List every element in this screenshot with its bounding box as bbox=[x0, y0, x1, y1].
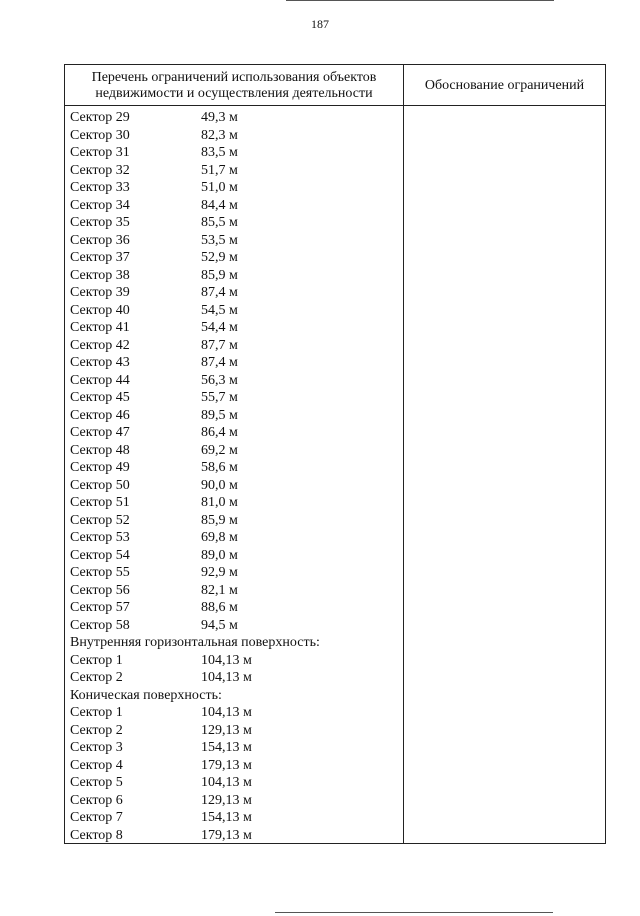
sector-name: Сектор 8 bbox=[70, 827, 123, 843]
table-row bbox=[70, 284, 400, 302]
sector-name: Сектор 4 bbox=[70, 757, 123, 773]
table-row bbox=[70, 302, 400, 320]
table-row bbox=[70, 144, 400, 162]
restrictions-table bbox=[64, 64, 606, 844]
table-row bbox=[70, 599, 400, 617]
sector-value: 88,6 м bbox=[201, 600, 238, 615]
table-row bbox=[70, 582, 400, 600]
section-heading bbox=[70, 634, 400, 652]
top-edge-line bbox=[286, 0, 554, 1]
column-divider bbox=[403, 65, 404, 843]
table-row bbox=[70, 827, 400, 845]
table-row bbox=[70, 197, 400, 215]
sector-name: Сектор 42 bbox=[70, 337, 130, 353]
table-row bbox=[70, 267, 400, 285]
sector-name: Сектор 56 bbox=[70, 582, 130, 598]
sector-value: 92,9 м bbox=[201, 565, 238, 580]
sector-name: Сектор 1 bbox=[70, 652, 123, 668]
table-row bbox=[70, 617, 400, 635]
sector-name: Сектор 3 bbox=[70, 740, 123, 755]
sector-value: 85,9 м bbox=[201, 267, 238, 283]
sector-value: 52,9 м bbox=[201, 250, 238, 265]
sector-value: 82,1 м bbox=[201, 582, 238, 598]
sector-value: 104,13 м bbox=[201, 652, 252, 668]
sector-name: Сектор 6 bbox=[70, 792, 123, 808]
sector-value: 154,13 м bbox=[201, 740, 252, 755]
sector-value: 89,0 м bbox=[201, 547, 238, 563]
table-row bbox=[70, 442, 400, 460]
sector-name: Сектор 54 bbox=[70, 547, 130, 563]
sector-value: 56,3 м bbox=[201, 372, 238, 388]
table-row bbox=[70, 372, 400, 390]
table-row bbox=[70, 722, 400, 740]
sector-name: Сектор 36 bbox=[70, 232, 130, 248]
sector-value: 179,13 м bbox=[201, 757, 252, 773]
sector-value: 85,5 м bbox=[201, 215, 238, 230]
sector-name: Сектор 34 bbox=[70, 197, 130, 213]
sector-name: Сектор 39 bbox=[70, 285, 130, 300]
table-row bbox=[70, 774, 400, 792]
sector-name: Сектор 1 bbox=[70, 705, 123, 720]
table-row bbox=[70, 337, 400, 355]
table-row bbox=[70, 564, 400, 582]
sector-name: Сектор 44 bbox=[70, 372, 130, 388]
sector-value: 51,0 м bbox=[201, 180, 238, 195]
sector-name: Сектор 38 bbox=[70, 267, 130, 283]
table-row bbox=[70, 214, 400, 232]
sector-name: Сектор 33 bbox=[70, 180, 130, 195]
sector-value: 58,6 м bbox=[201, 460, 238, 475]
table-row bbox=[70, 792, 400, 810]
bottom-edge-line bbox=[275, 912, 553, 913]
sector-name: Сектор 5 bbox=[70, 775, 123, 790]
sector-name: Сектор 53 bbox=[70, 530, 130, 545]
sector-value: 87,4 м bbox=[201, 285, 238, 300]
sector-name: Сектор 46 bbox=[70, 407, 130, 423]
section-heading bbox=[70, 687, 400, 705]
table-row bbox=[70, 389, 400, 407]
sector-value: 104,13 м bbox=[201, 670, 252, 685]
sector-name: Сектор 2 bbox=[70, 670, 123, 685]
sector-value: 87,4 м bbox=[201, 355, 238, 370]
sector-name: Сектор 41 bbox=[70, 320, 130, 335]
table-row bbox=[70, 424, 400, 442]
sector-value: 55,7 м bbox=[201, 390, 238, 405]
sector-name: Сектор 49 bbox=[70, 460, 130, 475]
sector-name: Сектор 2 bbox=[70, 722, 123, 738]
section-heading-text: Внутренняя горизонтальная поверхность: bbox=[70, 635, 320, 650]
table-row bbox=[70, 652, 400, 670]
sector-value: 87,7 м bbox=[201, 337, 238, 353]
table-row bbox=[70, 512, 400, 530]
table-row bbox=[70, 354, 400, 372]
table-row bbox=[70, 249, 400, 267]
table-row bbox=[70, 529, 400, 547]
page-number: 187 bbox=[311, 17, 329, 31]
sector-value: 82,3 м bbox=[201, 127, 238, 143]
section-heading-text: Коническая поверхность: bbox=[70, 687, 222, 703]
sector-name: Сектор 43 bbox=[70, 355, 130, 370]
table-row bbox=[70, 669, 400, 687]
sector-value: 54,5 м bbox=[201, 302, 238, 318]
table-row bbox=[70, 127, 400, 145]
table-row bbox=[70, 494, 400, 512]
sector-name: Сектор 30 bbox=[70, 127, 130, 143]
sector-name: Сектор 55 bbox=[70, 565, 130, 580]
sector-value: 89,5 м bbox=[201, 407, 238, 423]
table-row bbox=[70, 179, 400, 197]
sector-name: Сектор 37 bbox=[70, 250, 130, 265]
sector-name: Сектор 29 bbox=[70, 110, 130, 125]
sector-name: Сектор 45 bbox=[70, 390, 130, 405]
table-row bbox=[70, 477, 400, 495]
sector-value: 129,13 м bbox=[201, 722, 252, 738]
sector-value: 104,13 м bbox=[201, 775, 252, 790]
sector-name: Сектор 58 bbox=[70, 617, 130, 633]
sector-value: 86,4 м bbox=[201, 425, 238, 440]
sector-value: 85,9 м bbox=[201, 512, 238, 528]
table-row bbox=[70, 757, 400, 775]
sector-value: 179,13 м bbox=[201, 827, 252, 843]
table-row bbox=[70, 809, 400, 827]
table-row bbox=[70, 704, 400, 722]
sector-value: 129,13 м bbox=[201, 792, 252, 808]
table-rows bbox=[70, 109, 400, 844]
header-justification: Обоснование ограничений bbox=[404, 65, 605, 106]
sector-value: 53,5 м bbox=[201, 232, 238, 248]
sector-value: 69,2 м bbox=[201, 442, 238, 458]
table-row bbox=[70, 109, 400, 127]
sector-value: 69,8 м bbox=[201, 530, 238, 545]
table-row bbox=[70, 739, 400, 757]
sector-name: Сектор 7 bbox=[70, 810, 123, 825]
sector-value: 84,4 м bbox=[201, 197, 238, 213]
sector-name: Сектор 48 bbox=[70, 442, 130, 458]
header-line-1: Перечень ограничений использования объектов bbox=[91, 70, 377, 85]
table-row bbox=[70, 162, 400, 180]
sector-value: 54,4 м bbox=[201, 320, 238, 335]
sector-name: Сектор 40 bbox=[70, 302, 130, 318]
sector-value: 104,13 м bbox=[201, 705, 252, 720]
table-row bbox=[70, 459, 400, 477]
sector-value: 94,5 м bbox=[201, 617, 238, 633]
table-row bbox=[70, 547, 400, 565]
sector-name: Сектор 47 bbox=[70, 425, 130, 440]
sector-name: Сектор 52 bbox=[70, 512, 130, 528]
sector-value: 81,0 м bbox=[201, 495, 238, 510]
sector-name: Сектор 35 bbox=[70, 215, 130, 230]
table-row bbox=[70, 319, 400, 337]
sector-name: Сектор 32 bbox=[70, 162, 130, 178]
sector-value: 49,3 м bbox=[201, 110, 238, 125]
sector-name: Сектор 57 bbox=[70, 600, 130, 615]
header-restrictions-list bbox=[65, 65, 403, 106]
sector-name: Сектор 31 bbox=[70, 145, 130, 160]
sector-value: 83,5 м bbox=[201, 145, 238, 160]
table-row bbox=[70, 232, 400, 250]
sector-name: Сектор 50 bbox=[70, 477, 130, 493]
sector-value: 154,13 м bbox=[201, 810, 252, 825]
header-line-2: недвижимости и осуществления деятельности bbox=[95, 86, 373, 101]
table-row bbox=[70, 407, 400, 425]
sector-name: Сектор 51 bbox=[70, 495, 130, 510]
sector-value: 51,7 м bbox=[201, 162, 238, 178]
sector-value: 90,0 м bbox=[201, 477, 238, 493]
